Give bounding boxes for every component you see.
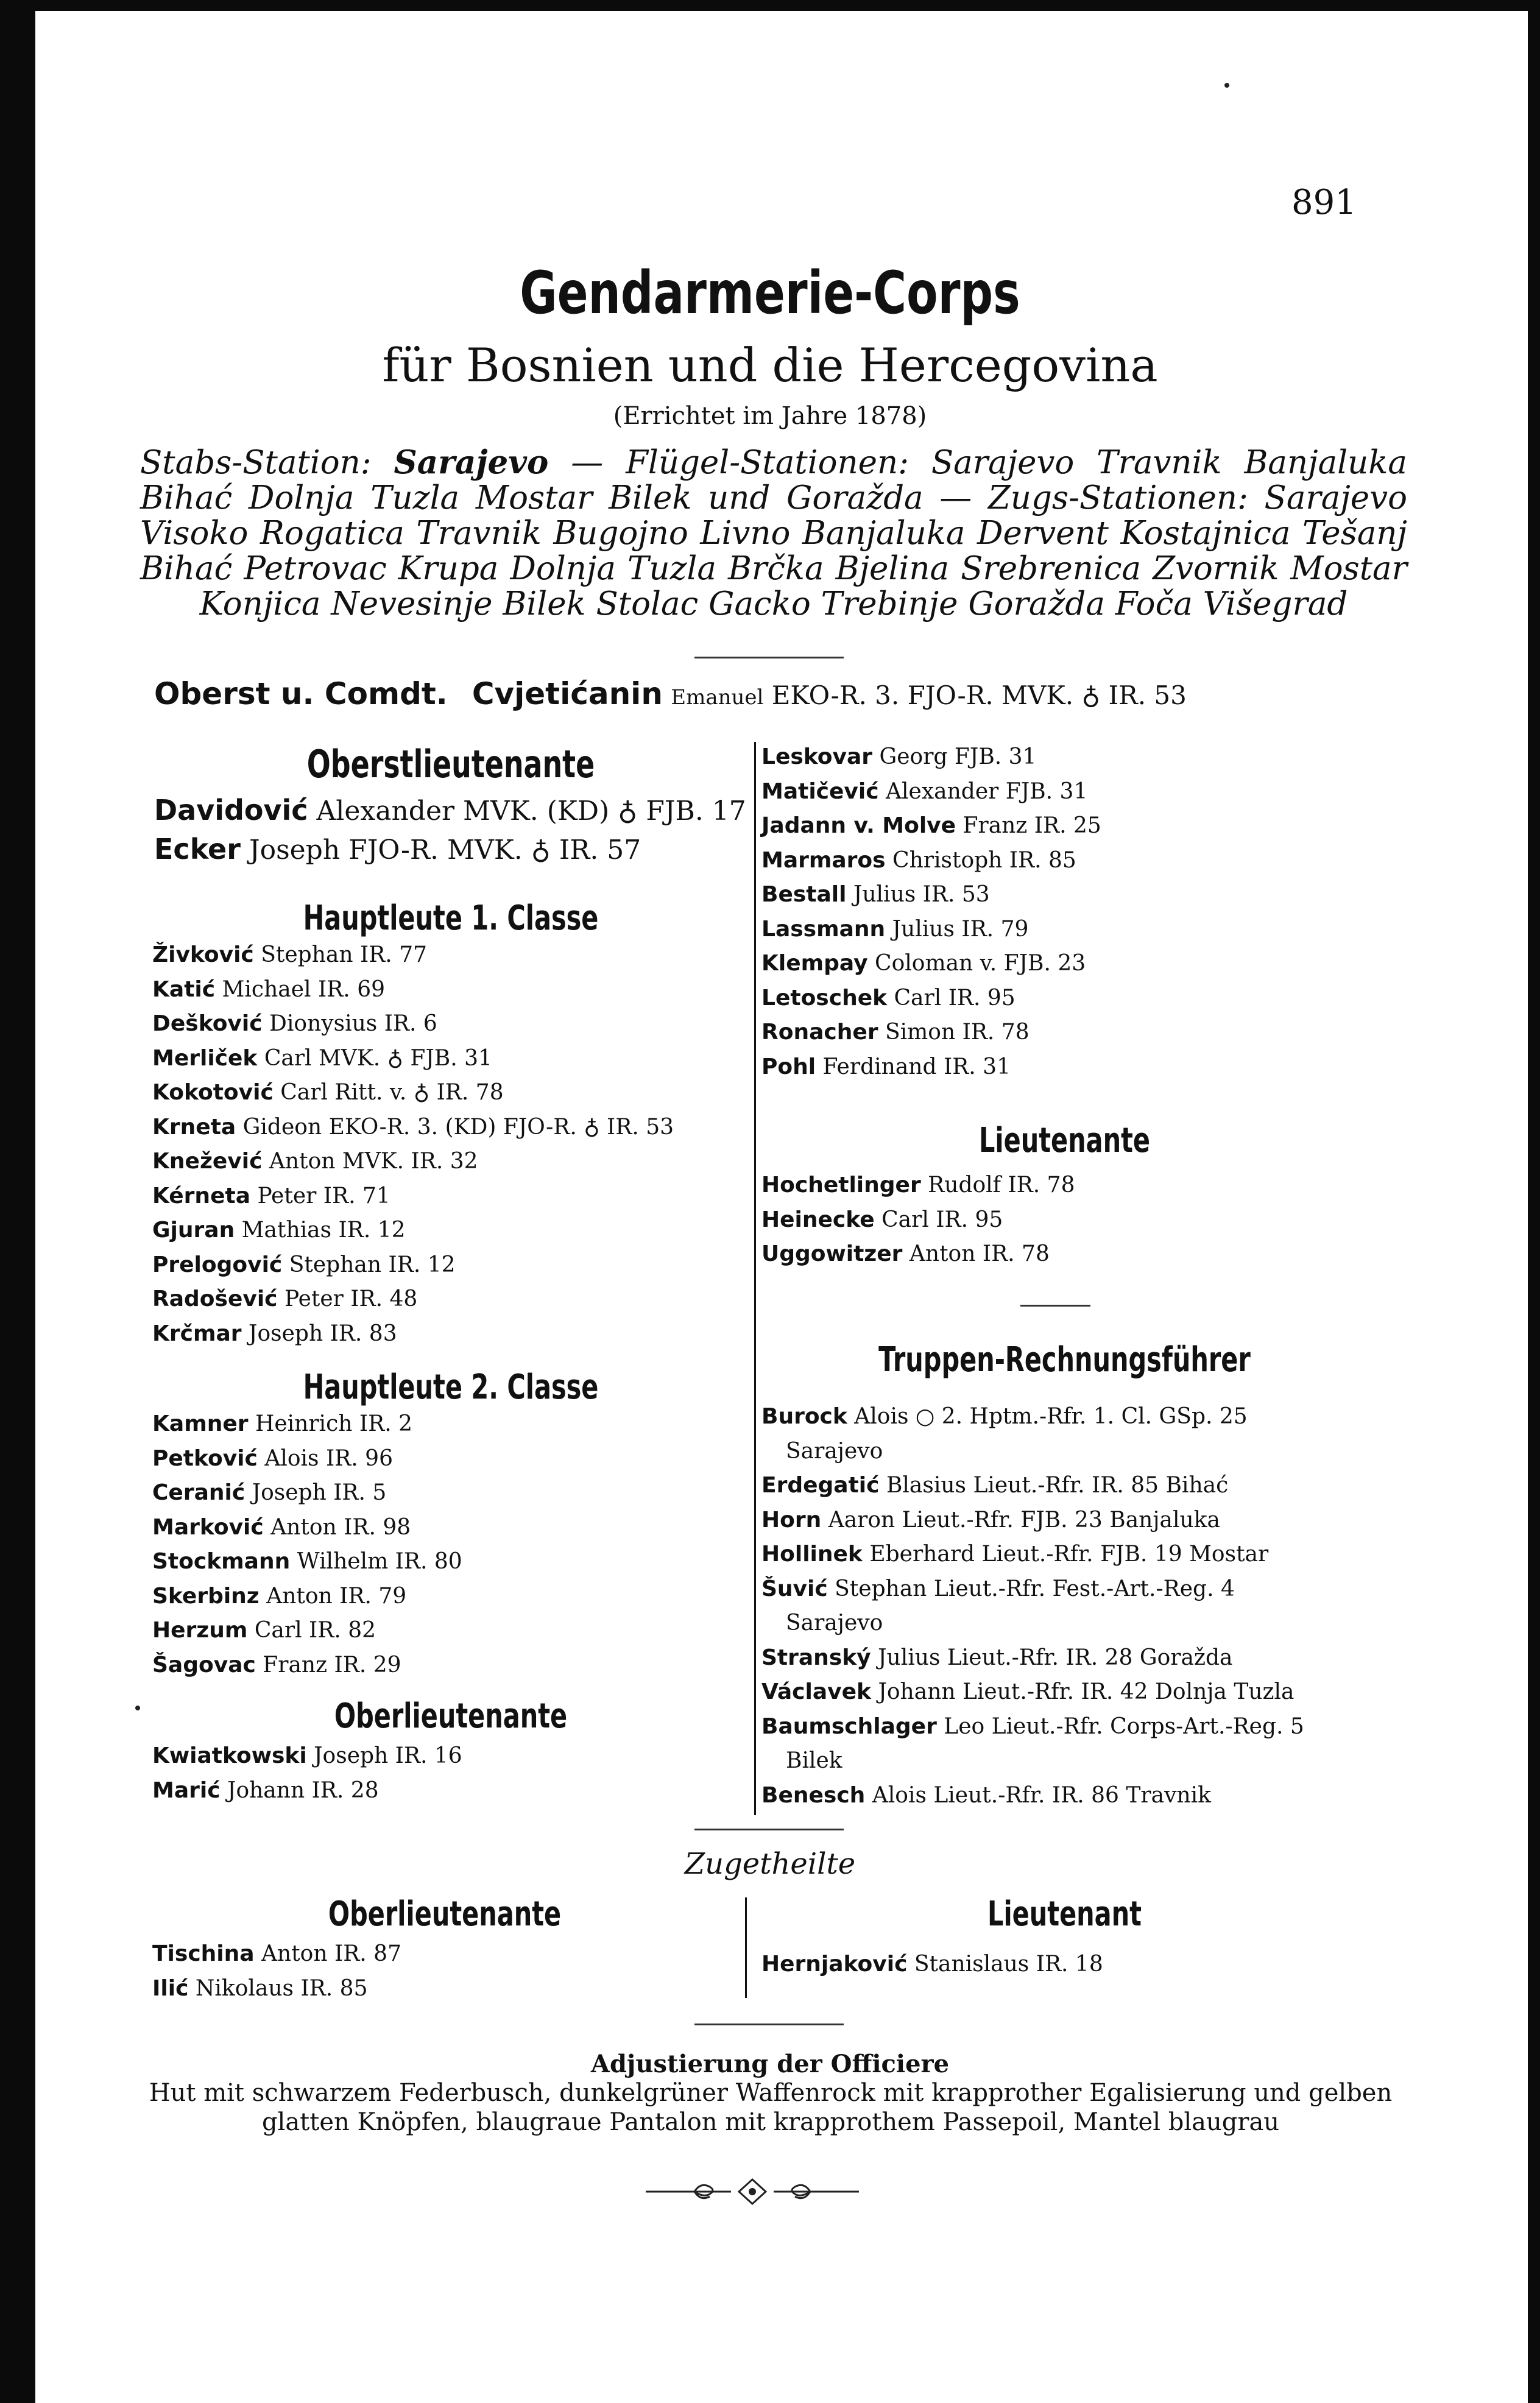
speck-mark [1224,83,1229,88]
list-item [761,1947,1103,1982]
stations-label: Stabs-Station: [140,444,372,481]
stations-text: — Flügel-Stationen: Sarajevo Travnik Banjaluka [571,444,1407,481]
list-item [761,740,1101,775]
list-item [761,1537,1304,1572]
details: Blasius Lieut.-Rfr. IR. 85 Bihać [886,1473,1229,1498]
list-truppen-rechnungsfuehrer [761,1400,1304,1813]
heading-oberlieutenante: Oberlieutenante [334,1696,568,1736]
details: Stephan IR. 12 [289,1252,456,1277]
list-item [152,1774,462,1808]
adjustierung-heading: Adjustierung der Officiere [590,2050,950,2078]
divider [694,657,844,658]
surname: Bestall [761,882,847,907]
details: Ferdinand IR. 31 [822,1054,1011,1079]
details: Franz IR. 29 [263,1652,401,1678]
details: Heinrich IR. 2 [255,1411,412,1436]
details: Joseph IR. 5 [252,1480,387,1505]
details: Alexander FJB. 31 [886,778,1088,804]
list-item [152,1442,462,1477]
list-item [761,1641,1304,1676]
stations-paragraph [140,445,1407,622]
surname: Marić [152,1777,221,1803]
details: Peter IR. 48 [284,1286,418,1311]
surname: Herzum [152,1618,248,1643]
list-oberlieutenante [152,1739,462,1808]
list-item [154,830,746,869]
list-item [761,1503,1304,1538]
surname: Šagovac [152,1652,256,1678]
commander-details: EKO-R. 3. FJO-R. MVK. ♁ IR. 53 [771,680,1187,710]
surname: Burock [761,1404,847,1429]
details: Michael IR. 69 [222,976,385,1002]
list-item [761,1050,1101,1085]
list-item [761,1710,1304,1745]
surname: Benesch [761,1782,866,1808]
surname: Erdegatić [761,1473,880,1498]
stations-line-2: Bihać Dolnja Tuzla Mostar Bilek und Goražda — Zugs-Stationen: Sarajevo [140,479,1407,517]
list-item [152,1614,462,1648]
details: Joseph FJO-R. MVK. ♁ IR. 57 [249,835,641,866]
details: Julius IR. 53 [853,882,990,907]
commander-surname: Cvjetićanin [472,676,663,711]
surname: Horn [761,1507,822,1533]
surname: Stranský [761,1645,871,1670]
details: Anton IR. 98 [270,1514,411,1540]
list-hauptleute-1 [152,938,674,1351]
surname: Kérneta [152,1183,250,1209]
list-item [761,947,1101,981]
details: Peter IR. 71 [257,1183,390,1209]
details: Carl MVK. ♁ FJB. 31 [264,1045,492,1071]
list-item [152,1545,462,1579]
surname: Uggowitzer [761,1241,903,1266]
list-item [761,1168,1075,1203]
heading-zugetheilte-lieutenant: Lieutenant [987,1894,1142,1934]
surname: Hollinek [761,1542,863,1567]
list-item [761,775,1101,810]
details: Julius Lieut.-Rfr. IR. 28 Goražda [878,1645,1233,1670]
divider [694,1829,844,1830]
list-item [152,1179,674,1214]
surname: Kamner [152,1411,249,1436]
list-item [761,1572,1304,1607]
heading-hauptleute-1: Hauptleute 1. Classe [303,898,599,938]
list-oberstlieutenante [154,791,746,869]
adjustierung-text: Hut mit schwarzem Federbusch, dunkelgrüner Waffenrock mit krapprother Egalisierung und gelben glatten Knöpfen, blaugraue Pantalon mit krapprothem Passepoil, Mantel blaugrau [149,2079,1393,2136]
details: Joseph IR. 83 [249,1321,397,1346]
list-item [152,1110,674,1145]
details: Leo Lieut.-Rfr. Corps-Art.-Reg. 5 [944,1713,1304,1739]
commander-rank: Oberst u. Comdt. [154,676,448,711]
established-note: (Errichtet im Jahre 1878) [613,402,927,430]
surname: Klempay [761,951,868,976]
list-item [152,1407,462,1442]
surname: Prelogović [152,1252,283,1277]
list-item [761,1237,1075,1272]
surname: Merliček [152,1045,258,1071]
surname: Václavek [761,1679,871,1704]
list-item [152,1145,674,1179]
details: Alois Lieut.-Rfr. IR. 86 Travnik [872,1782,1211,1808]
details: Franz IR. 25 [962,813,1101,838]
details: Carl Ritt. v. ♁ IR. 78 [280,1080,504,1105]
details: Carl IR. 95 [894,985,1015,1011]
page-title: Gendarmerie-Corps [520,259,1020,327]
list-item [152,973,674,1007]
surname: Šuvić [761,1576,828,1601]
list-zugetheilte-oberlieutenante [152,1937,401,2006]
heading-truppen-rechnungsfuehrer: Truppen-Rechnungsführer [878,1340,1251,1380]
list-hauptleute-2 [152,1407,462,1682]
stations-line-5: Konjica Nevesinje Bilek Stolac Gacko Trebinje Goražda Foča Višegrad [199,585,1348,623]
surname: Hochetlinger [761,1173,921,1198]
heading-lieutenante: Lieutenante [978,1121,1151,1160]
surname: Krčmar [152,1321,242,1346]
staff-station: Sarajevo [394,443,549,481]
details: Eberhard Lieut.-Rfr. FJB. 19 Mostar [869,1542,1269,1567]
surname: Matičević [761,778,879,804]
page-number: 891 [1291,183,1357,222]
details: Julius IR. 79 [892,916,1029,942]
details: Anton MVK. IR. 32 [269,1149,478,1174]
details: Carl IR. 82 [254,1618,376,1643]
bullet-mark [135,1706,140,1710]
surname: Knežević [152,1149,263,1174]
zugetheilte-heading: Zugetheilte [684,1847,856,1881]
list-item-continuation: Sarajevo [786,1438,883,1464]
surname: Baumschlager [761,1713,937,1739]
details: Anton IR. 87 [261,1941,401,1966]
list-item-continuation: Sarajevo [786,1611,883,1636]
details: Anton IR. 78 [909,1241,1050,1266]
surname: Marmaros [761,847,886,873]
column-divider [754,742,756,1815]
details: Mathias IR. 12 [241,1218,406,1243]
list-item [761,1469,1304,1503]
details: Christoph IR. 85 [892,847,1076,873]
surname: Tischina [152,1941,255,1966]
list-item [152,938,674,973]
surname: Živković [152,942,254,967]
list-item [761,844,1101,878]
surname: Lassmann [761,916,886,942]
list-item [761,1015,1101,1050]
surname: Ilić [152,1975,189,2001]
details: Johann Lieut.-Rfr. IR. 42 Dolnja Tuzla [878,1679,1295,1704]
details: Georg FJB. 31 [879,744,1037,769]
details: Alexander MVK. (KD) ♁ FJB. 17 [316,796,746,827]
list-item [154,791,746,830]
stations-line-4: Bihać Petrovac Krupa Dolnja Tuzla Brčka Bjelina Srebrenica Zvornik Mostar [140,550,1407,587]
surname: Pohl [761,1054,816,1079]
scan-border-top [0,0,1540,11]
list-item [152,1076,674,1110]
page-subtitle: für Bosnien und die Hercegovina [382,338,1158,392]
list-item [152,1042,674,1076]
list-item [152,1579,462,1614]
heading-zugetheilte-oberlieutenante: Oberlieutenante [328,1894,562,1934]
stations-line-1 [140,445,1407,481]
list-item [152,1972,401,2006]
list-item [152,1511,462,1545]
details: Gideon EKO-R. 3. (KD) FJO-R. ♁ IR. 53 [242,1114,674,1140]
list-item [152,1213,674,1248]
divider [694,2024,844,2025]
surname: Krneta [152,1114,236,1140]
surname: Kokotović [152,1080,274,1105]
surname: Hernjaković [761,1952,908,1977]
divider [1020,1305,1090,1307]
list-item-continuation: Bilek [786,1748,842,1773]
surname: Petković [152,1445,258,1471]
column-divider [745,1897,747,1998]
surname: Ecker [154,833,241,866]
details: Stanislaus IR. 18 [914,1952,1103,1977]
list-item [761,1779,1304,1813]
heading-hauptleute-2: Hauptleute 2. Classe [303,1367,599,1407]
details: Anton IR. 79 [266,1583,407,1609]
list-item [761,981,1101,1016]
list-item [152,1248,674,1283]
stations-line-3: Visoko Rogatica Travnik Bugojno Livno Banjaluka Dervent Kostajnica Tešanj [140,515,1407,552]
list-item [152,1317,674,1352]
surname: Heinecke [761,1207,875,1232]
surname: Radošević [152,1286,278,1311]
surname: Skerbinz [152,1583,260,1609]
list-item [152,1739,462,1774]
details: Johann IR. 28 [227,1777,379,1803]
details: Aaron Lieut.-Rfr. FJB. 23 Banjaluka [828,1507,1220,1533]
list-item [152,1937,401,1972]
commander-given: Emanuel [671,685,764,710]
list-item [152,1648,462,1683]
list-item [761,1203,1075,1238]
details: Alois IR. 96 [264,1445,393,1471]
heading-oberstlieutenante: Oberstlieutenante [306,742,595,786]
surname: Ceranić [152,1480,245,1505]
details: Stephan IR. 77 [261,942,427,967]
surname: Jadann v. Molve [761,813,956,838]
list-item [152,1007,674,1042]
list-item [761,809,1101,844]
list-item [761,878,1101,912]
details: Dionysius IR. 6 [269,1011,437,1036]
surname: Letoschek [761,985,888,1011]
details: Nikolaus IR. 85 [195,1975,368,2001]
surname: Kwiatkowski [152,1743,307,1768]
list-item [152,1282,674,1317]
details: Stephan Lieut.-Rfr. Fest.-Art.-Reg. 4 [835,1576,1235,1601]
details: Rudolf IR. 78 [928,1173,1075,1198]
details: Wilhelm IR. 80 [297,1549,462,1574]
list-item [761,912,1101,947]
ornament-icon [646,2173,859,2210]
details: Coloman v. FJB. 23 [875,951,1086,976]
surname: Dešković [152,1011,263,1036]
list-item [761,1675,1304,1710]
surname: Marković [152,1514,264,1540]
details: Alois ○ 2. Hptm.-Rfr. 1. Cl. GSp. 25 [854,1404,1248,1429]
surname: Katić [152,976,216,1002]
list-item [761,1400,1304,1434]
details: Carl IR. 95 [881,1207,1003,1232]
list-item [152,1476,462,1511]
surname: Leskovar [761,744,873,769]
surname: Davidović [154,794,308,827]
details: Simon IR. 78 [885,1020,1030,1045]
surname: Stockmann [152,1549,291,1574]
details: Joseph IR. 16 [314,1743,462,1768]
list-hauptleute-1-continued [761,740,1101,1084]
list-lieutenante [761,1168,1075,1272]
surname: Ronacher [761,1020,878,1045]
list-zugetheilte-lieutenant [761,1947,1103,1982]
surname: Gjuran [152,1218,235,1243]
commander-line [154,676,1187,711]
